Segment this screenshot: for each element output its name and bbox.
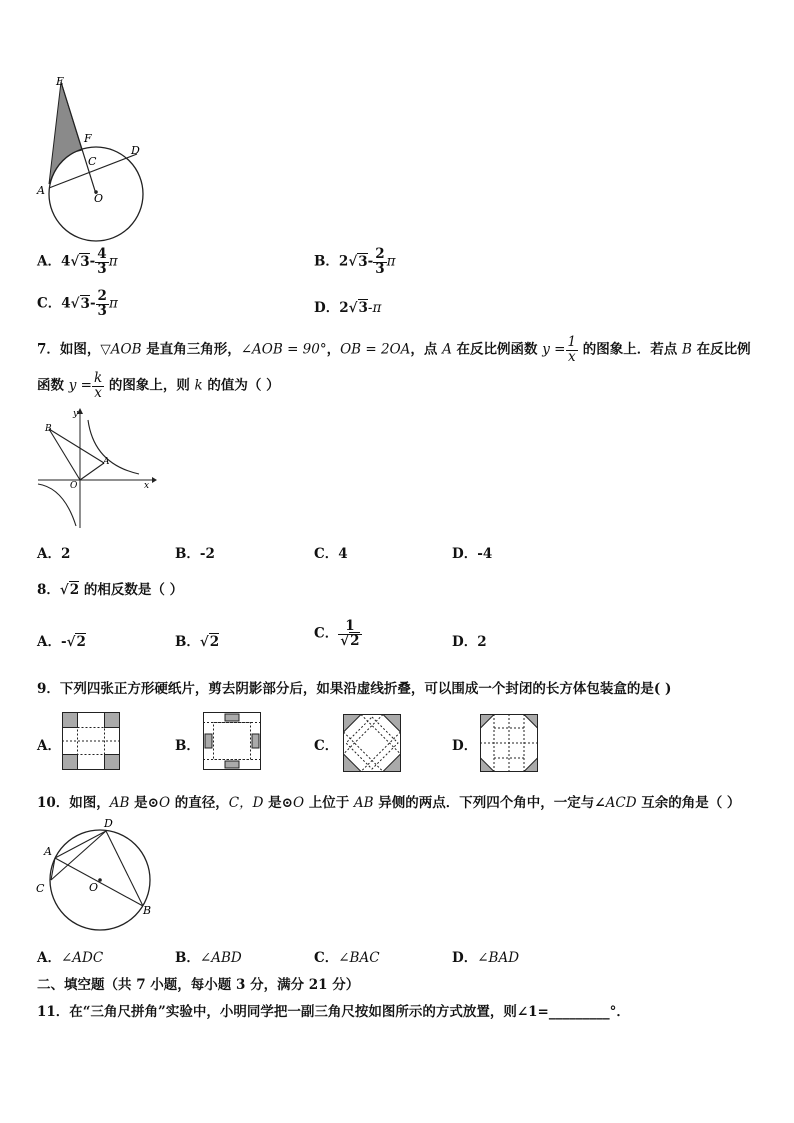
label-a: A (103, 457, 110, 467)
q6-option-a: A．4√3- $\frac{4}{3}$ π (37, 246, 118, 277)
section-heading: 二、填空题（共 7 小题，每小题 3 分，满分 21 分） (37, 977, 360, 993)
label-o: O (89, 881, 99, 894)
q10-stem: 10．如图，AB 是⊙O 的直径，C，D 是⊙O 上位于 AB 异侧的两点．下列四个角中，一定与∠ACD 互余的角是（ ） (37, 795, 741, 811)
segment-ob (49, 429, 80, 480)
curve-1-q1 (88, 420, 139, 474)
q8-option-a: A．-√2 (37, 634, 86, 650)
q7-stem-line2: 函数 y = $\frac{k}{x}$ 的图象上，则 k 的值为（ ） (37, 370, 280, 401)
q11-answer-blank[interactable]: _________ (548, 1004, 610, 1020)
q7-option-d: D．-4 (452, 546, 493, 562)
q10-option-d: D．∠BAD (452, 950, 520, 966)
q6-option-b: B．2√3- $\frac{2}{3}$ π (314, 246, 396, 277)
q10-option-a: A．∠ADC (37, 950, 104, 966)
label-c: C (36, 882, 45, 895)
q10-option-b: B．∠ABD (175, 950, 242, 966)
label-x: x (144, 481, 150, 491)
q7-option-a: A．2 (37, 546, 71, 562)
q8-option-b: B．√2 (175, 634, 220, 650)
label-b: B (143, 904, 152, 917)
label-a: A (44, 845, 52, 858)
label-y: y (73, 409, 79, 419)
label-e: E (56, 75, 65, 88)
label-o: O (94, 192, 104, 205)
label-a: A (37, 184, 45, 197)
q9-option-a-net (62, 712, 120, 770)
q6-option-c: C．4√3- $\frac{2}{3}$ π (37, 288, 118, 319)
label-d: D (131, 144, 140, 157)
q7-option-b: B．-2 (175, 546, 215, 562)
label-f: F (84, 132, 92, 145)
q6-option-d: D．2√3-π (314, 300, 382, 316)
q10-circle-figure (30, 812, 160, 937)
q9-stem: 9．下列四张正方形硬纸片，剪去阴影部分后，如果沿虚线折叠，可以围成一个封闭的长方体包装盒的是( ) (37, 681, 672, 697)
q7-graph-figure (34, 406, 159, 532)
line-db (106, 831, 143, 906)
q11-stem: 11．在“三角尺拼角”实验中，小明同学把一副三角尺按如图所示的方式放置，则∠1=_________°． (37, 1004, 630, 1020)
q9-option-c-label: C． (314, 738, 339, 754)
q6-circle-figure (30, 72, 160, 247)
q9-option-b-net (203, 712, 261, 770)
label-c: C (88, 155, 97, 168)
label-d: D (104, 817, 113, 830)
q8-stem: 8．√2 的相反数是（ ） (37, 582, 184, 598)
q7-stem-line1: 7．如图，▽AOB 是直角三角形，∠AOB = 90°，OB = 2OA，点 A 在反比例函数 y = $\frac{1}{x}$ 的图象上．若点 B 在反比例 (37, 334, 751, 365)
label-o: O (70, 481, 78, 491)
q8-option-c: C． $\frac{1}{√2}$ (314, 618, 360, 649)
q9-option-b-label: B． (175, 738, 200, 754)
segment-ba (49, 429, 104, 463)
q9-option-a-label: A． (37, 738, 61, 754)
q9-option-d-net (480, 714, 538, 772)
label-b: B (45, 424, 52, 434)
q8-option-d: D．2 (452, 634, 487, 650)
segment-oa (80, 463, 104, 480)
q9-option-d-label: D． (452, 738, 478, 754)
q10-option-c: C．∠BAC (314, 950, 380, 966)
q9-option-c-net (343, 714, 401, 772)
q7-option-c: C．4 (314, 546, 348, 562)
